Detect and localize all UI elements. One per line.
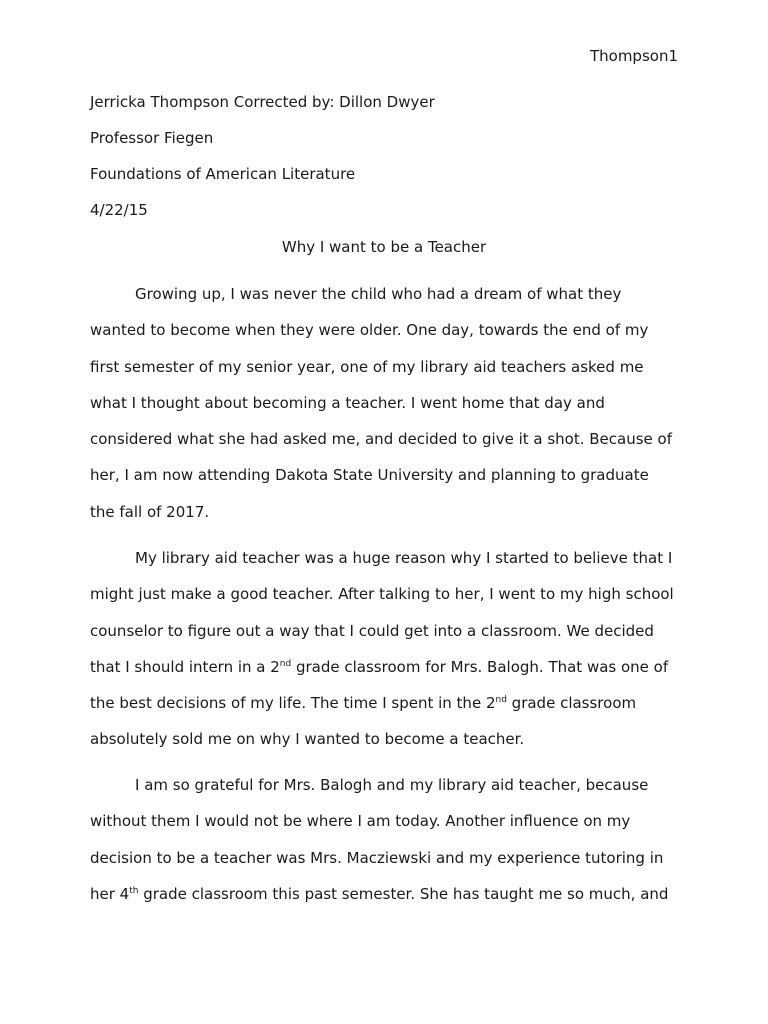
- paragraph-line: considered what she had asked me, and decided to give it a shot. Because of: [90, 430, 673, 449]
- running-head: Thompson1: [589, 47, 678, 65]
- paragraph-line: [90, 885, 690, 921]
- line-text: her 4: [90, 884, 130, 903]
- paragraph-2: [90, 549, 690, 767]
- paragraph-1: [90, 285, 690, 539]
- line-text: the best decisions of my life. The time I spent in the 2: [90, 694, 496, 713]
- paragraph-line: counselor to figure out a way that I could get into a classroom. We decided: [90, 621, 654, 640]
- paragraph-line: first semester of my senior year, one of my library aid teachers asked me: [90, 357, 644, 376]
- paragraph-line: without them I would not be where I am today. Another influence on my: [90, 812, 631, 831]
- paragraph-line: I am so grateful for Mrs. Balogh and my library aid teacher, because: [135, 776, 649, 794]
- essay-title: Why I want to be a Teacher: [281, 238, 487, 256]
- instructor-line: Professor Fiegen: [90, 129, 214, 147]
- course-line: Foundations of American Literature: [90, 165, 356, 183]
- paragraph-line: the fall of 2017.: [90, 502, 210, 521]
- heading-block: [90, 93, 690, 237]
- paragraph-line: [90, 658, 690, 694]
- paragraph-line: My library aid teacher was a huge reason why I started to believe that I: [135, 549, 673, 567]
- author-line: Jerricka Thompson Corrected by: Dillon Dwyer: [90, 93, 435, 111]
- line-text: that I should intern in a 2: [90, 657, 280, 676]
- paragraph-line: wanted to become when they were older. One day, towards the end of my: [90, 321, 649, 340]
- ordinal-suffix: nd: [279, 658, 292, 669]
- paragraph-line: absolutely sold me on why I wanted to become a teacher.: [90, 730, 525, 749]
- paragraph-3: [90, 776, 690, 921]
- ordinal-suffix: nd: [495, 695, 507, 706]
- paragraph-line: [90, 694, 690, 730]
- paragraph-line: what I thought about becoming a teacher. I went home that day and: [90, 393, 605, 412]
- line-text: grade classroom for Mrs. Balogh. That was one of: [291, 657, 669, 676]
- paragraph-line: Growing up, I was never the child who had a dream of what they: [135, 285, 622, 303]
- paragraph-line: decision to be a teacher was Mrs. Macziewski and my experience tutoring in: [90, 848, 664, 867]
- ordinal-suffix: th: [129, 885, 139, 896]
- paragraph-line: her, I am now attending Dakota State University and planning to graduate: [90, 466, 649, 485]
- paragraph-line: might just make a good teacher. After talking to her, I went to my high school: [90, 585, 674, 604]
- line-text: grade classroom: [506, 694, 637, 713]
- line-text: grade classroom this past semester. She has taught me so much, and: [138, 884, 669, 903]
- date-line: 4/22/15: [90, 201, 148, 219]
